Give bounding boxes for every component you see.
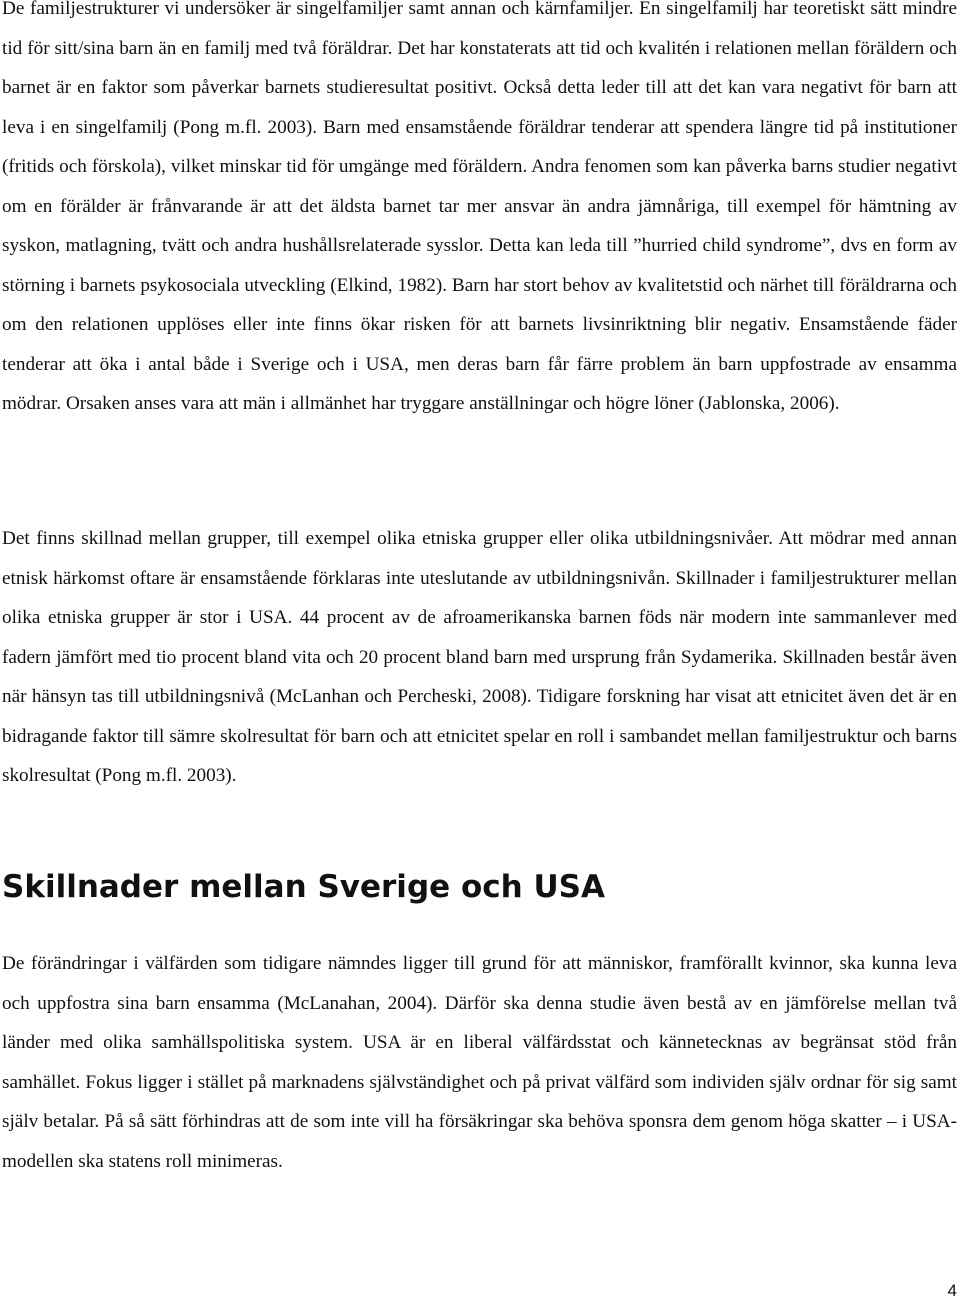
- body-paragraph-welfare-comparison: De förändringar i välfärden som tidigare nämndes ligger till grund för att människor, framförallt kvinnor, ska kunna leva och uppfostra sina barn ensamma (McLanahan, 2004). Därför ska denna studie även bestå av en jämförelse mellan två länder med olika samhällspolitiska system. USA är en liberal välfärdsstat och kännetecknas av begränsat stöd från samhället. Fokus ligger i stället på marknadens självständighet och på privat välfärd som individen själv ordnar för sig samt själv betalar. På så sätt förhindras att de som inte vill ha försäkringar ska behöva sponsra dem genom höga skatter – i USA-modellen ska statens roll minimeras.: [2, 953, 957, 1172]
- body-paragraph-ethnic-groups: Det finns skillnad mellan grupper, till exempel olika etniska grupper eller olika utbildningsnivåer. Att mödrar med annan etnisk härkomst oftare är ensamstående förklaras inte uteslutande av utbildningsnivån. Skillnader i familjestrukturer mellan olika etniska grupper är stor i USA. 44 procent av de afroamerikanska barnen föds när modern inte sammanlever med fadern jämfört med tio procent bland vita och 20 procent bland barn med ursprung från Sydamerika. Skillnaden består även när hänsyn tas till utbildningsnivå (McLanhan och Percheski, 2008). Tidigare forskning har visat att etnicitet även det är en bidragande faktor till sämre skolresultat för barn och att etnicitet spelar en roll i sambandet mellan familjestruktur och barns skolresultat (Pong m.fl. 2003).: [2, 528, 957, 786]
- page-number: 4: [947, 1281, 957, 1300]
- section-heading: Skillnader mellan Sverige och USA: [2, 869, 605, 905]
- body-paragraph-family-structures: De familjestrukturer vi undersöker är singelfamiljer samt annan och kärnfamiljer. En singelfamilj har teoretiskt sätt mindre tid för sitt/sina barn än en familj med två föräldrar. Det har konstaterats att tid och kvalitén i relationen mellan föräldern och barnet är en faktor som påverkar barnets studieresultat positivt. Också detta leder till att det kan vara negativt för barn att leva i en singelfamilj (Pong m.fl. 2003). Barn med ensamstående föräldrar tenderar att spendera längre tid på institutioner (fritids och förskola), vilket minskar tid för umgänge med föräldern. Andra fenomen som kan påverka barns studier negativt om en förälder är frånvarande är att det äldsta barnet tar mer ansvar än andra jämnåriga, till exempel för hämtning av syskon, matlagning, tvätt och andra hushållsrelaterade sysslor. Detta kan leda till ”hurried child syndrome”, dvs en form av störning i barnets psykosociala utveckling (Elkind, 1982). Barn har stort behov av kvalitetstid och närhet till föräldrarna och om den relationen upplöses eller inte finns ökar risken för att barnets livsinriktning blir negativ. Ensamstående fäder tenderar att öka i antal både i Sverige och i USA, men deras barn får färre problem än barn uppfostrade av ensamma mödrar. Orsaken anses vara att män i allmänhet har tryggare anställningar och högre löner (Jablonska, 2006).: [2, 0, 957, 414]
